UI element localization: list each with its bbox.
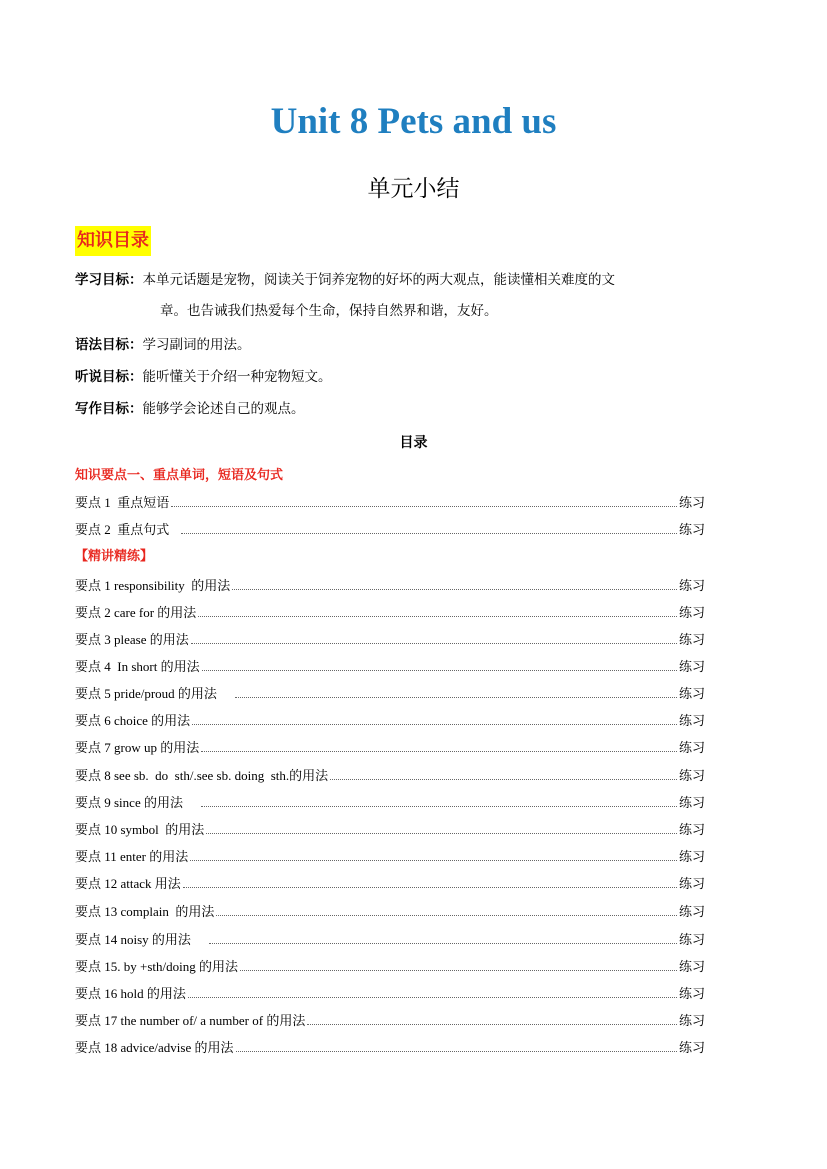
toc-entry[interactable]: [75, 1036, 705, 1056]
toc-entry-page: 练习: [678, 905, 705, 920]
toc-entry[interactable]: [75, 900, 705, 920]
dot-leader: [171, 505, 677, 507]
toc-bracket-heading: 【精讲精练】: [75, 549, 154, 564]
toc-entry[interactable]: [75, 928, 705, 948]
toc-part-heading: 知识要点一、重点单词，短语及句式: [75, 468, 284, 483]
toc-entry-page: 练习: [678, 714, 705, 729]
toc-entry-page: 练习: [678, 933, 705, 948]
toc-entry-page: 练习: [678, 523, 705, 538]
toc-entry[interactable]: [75, 818, 705, 838]
toc-entry-page: 练习: [678, 1041, 705, 1056]
toc-entry[interactable]: [75, 872, 705, 892]
toc-entry-label: 要点 11 enter 的用法: [75, 849, 189, 864]
toc-entry[interactable]: [75, 682, 705, 702]
goal-label: 语法目标：: [75, 337, 143, 353]
dot-leader: [190, 859, 677, 861]
toc-entry[interactable]: [75, 601, 705, 621]
toc-entry[interactable]: [75, 1009, 705, 1029]
toc-entry-label: 要点 7 grow up 的用法: [75, 740, 200, 755]
toc-entry-label: 要点 9 since 的用法: [75, 795, 200, 810]
toc-title: 目录: [399, 435, 428, 451]
dot-leader: [201, 805, 677, 807]
toc-entry-page: 练习: [678, 741, 705, 756]
toc-entry-label: 要点 12 attack 用法: [75, 876, 181, 891]
toc-entry[interactable]: [75, 982, 705, 1002]
toc-entry-label: 要点 17 the number of/ a number of 的用法: [75, 1013, 306, 1028]
toc-entry-page: 练习: [678, 850, 705, 865]
unit-subtitle: 单元小结: [367, 176, 460, 202]
unit-title: Unit 8 Pets and us: [270, 101, 557, 142]
toc-entry[interactable]: [75, 655, 705, 675]
dot-leader: [236, 1050, 677, 1052]
toc-entry[interactable]: [75, 791, 705, 811]
goal-listening: [75, 362, 765, 393]
dot-leader: [191, 642, 677, 644]
toc-entry[interactable]: [75, 518, 705, 538]
toc-entry-page: 练习: [678, 687, 705, 702]
dot-leader: [201, 750, 677, 752]
toc-entry[interactable]: [75, 491, 705, 511]
toc-entry-label: 要点 14 noisy 的用法: [75, 932, 208, 947]
goal-text: 学习副词的用法。: [142, 337, 251, 353]
goal-label: 学习目标：: [75, 272, 143, 288]
dot-leader: [240, 969, 677, 971]
toc-entry-page: 练习: [678, 606, 705, 621]
toc-entry-page: 练习: [678, 796, 705, 811]
toc-entry[interactable]: [75, 845, 705, 865]
toc-entry-label: 要点 18 advice/advise 的用法: [75, 1040, 234, 1055]
toc-entry-page: 练习: [678, 877, 705, 892]
goal-text: 能够学会论述自己的观点。: [142, 401, 305, 417]
dot-leader: [206, 832, 677, 834]
dot-leader: [181, 532, 677, 534]
dot-leader: [235, 696, 677, 698]
toc-entry-page: 练习: [678, 987, 705, 1002]
toc-entry-label: 要点 1 重点短语: [75, 495, 170, 510]
toc-entry-page: 练习: [678, 769, 705, 784]
dot-leader: [183, 886, 677, 888]
goal-text: 能听懂关于介绍一种宠物短文。: [142, 369, 332, 385]
dot-leader: [307, 1023, 677, 1025]
toc-entry[interactable]: [75, 955, 705, 975]
toc-entry-label: 要点 2 care for 的用法: [75, 605, 197, 620]
toc-entry-label: 要点 8 see sb. do sth/.see sb. doing sth.的用法: [75, 768, 329, 783]
toc-entry-label: 要点 16 hold 的用法: [75, 986, 186, 1001]
goal-text-continued: 章。也告诫我们热爱每个生命，保持自然界和谐，友好。: [160, 303, 498, 319]
toc-entry-label: 要点 10 symbol 的用法: [75, 822, 205, 837]
toc-entry-label: 要点 4 In short 的用法: [75, 659, 200, 674]
toc-entry-label: 要点 15. by +sth/doing 的用法: [75, 959, 238, 974]
toc-entry-label: 要点 2 重点句式: [75, 522, 180, 537]
dot-leader: [198, 615, 677, 617]
toc-entry-label: 要点 3 please 的用法: [75, 632, 189, 647]
toc-entry-page: 练习: [678, 633, 705, 648]
toc-entry[interactable]: [75, 628, 705, 648]
toc-entry-page: 练习: [678, 960, 705, 975]
toc-entry-label: 要点 6 choice 的用法: [75, 713, 191, 728]
toc-entry-label: 要点 5 pride/proud 的用法: [75, 686, 234, 701]
goal-label: 听说目标：: [75, 369, 143, 385]
dot-leader: [192, 723, 677, 725]
goal-text: 本单元话题是宠物，阅读关于饲养宠物的好坏的两大观点，能读懂相关难度的文: [142, 272, 615, 288]
dot-leader: [202, 669, 677, 671]
dot-leader: [232, 588, 677, 590]
goal-writing: [75, 394, 765, 425]
toc-entry-page: 练习: [678, 823, 705, 838]
goal-label: 写作目标：: [75, 401, 143, 417]
toc-entry-label: 要点 13 complain 的用法: [75, 904, 215, 919]
dot-leader: [209, 942, 677, 944]
dot-leader: [216, 914, 677, 916]
toc-entry-label: 要点 1 responsibility 的用法: [75, 578, 231, 593]
toc-entry[interactable]: [75, 764, 705, 784]
toc-entry[interactable]: [75, 736, 705, 756]
toc-entry-page: 练习: [678, 496, 705, 511]
section-heading: 知识目录: [75, 226, 151, 256]
toc-entry[interactable]: [75, 574, 705, 594]
toc-entry-page: 练习: [678, 660, 705, 675]
toc-entry-page: 练习: [678, 579, 705, 594]
dot-leader: [330, 778, 677, 780]
toc-entry[interactable]: [75, 709, 705, 729]
dot-leader: [188, 996, 677, 998]
goal-learning: [75, 265, 765, 327]
toc-entry-page: 练习: [678, 1014, 705, 1029]
goal-grammar: [75, 330, 765, 361]
